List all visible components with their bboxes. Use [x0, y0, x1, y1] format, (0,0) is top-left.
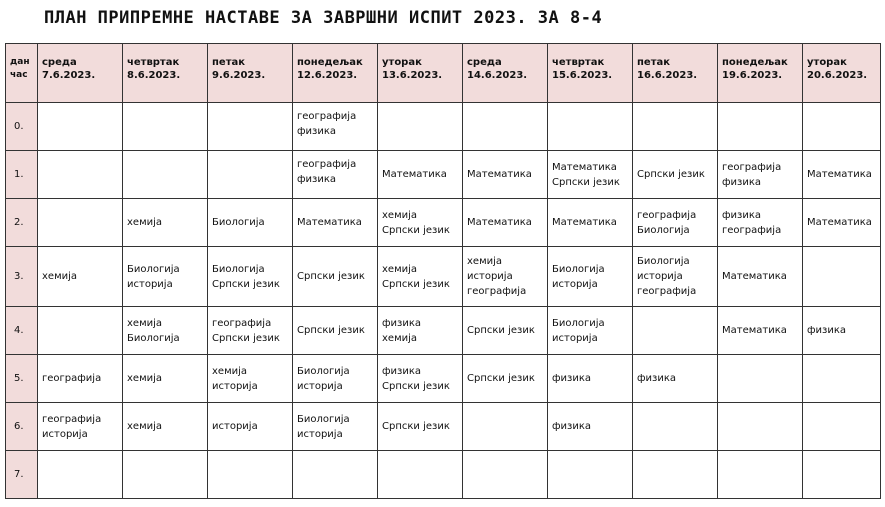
- subject-label: Биологија: [297, 365, 350, 377]
- schedule-cell: [548, 355, 633, 403]
- subject-label: хемија: [127, 317, 163, 329]
- subject-label: Српски језик: [382, 380, 450, 392]
- subject-label: Математика: [722, 325, 787, 336]
- day-name: уторак: [382, 57, 422, 68]
- schedule-cell: [463, 451, 548, 499]
- table-row: [6, 451, 881, 499]
- period-label: 4.: [6, 307, 38, 355]
- subject-label: Српски језик: [212, 332, 280, 344]
- subject-label: Српски језик: [382, 278, 450, 290]
- subject-label: географија: [42, 413, 102, 425]
- subject-label: физика: [722, 209, 762, 221]
- day-header: [378, 44, 463, 103]
- day-name: понедељак: [297, 57, 363, 68]
- schedule-cell: [803, 307, 881, 355]
- schedule-cell: [293, 247, 378, 307]
- schedule-cell: [803, 355, 881, 403]
- day-header: [208, 44, 293, 103]
- corner-cell: [6, 44, 38, 103]
- day-date: 8.6.2023.: [127, 70, 181, 81]
- day-date: 7.6.2023.: [42, 70, 96, 81]
- schedule-cell: [208, 451, 293, 499]
- subject-label: физика: [552, 421, 592, 432]
- subject-label: историја: [637, 271, 683, 282]
- schedule-cell: [463, 355, 548, 403]
- schedule-cell: [718, 403, 803, 451]
- day-name: понедељак: [722, 57, 788, 68]
- schedule-cell: [803, 103, 881, 151]
- day-header: [463, 44, 548, 103]
- subject-label: Српски језик: [297, 271, 365, 282]
- schedule-cell: [463, 103, 548, 151]
- day-date: 14.6.2023.: [467, 70, 528, 81]
- period-label: 6.: [6, 403, 38, 451]
- day-header: [633, 44, 718, 103]
- subject-label: географија: [42, 373, 102, 384]
- schedule-cell: [208, 307, 293, 355]
- corner-day-label: дан: [10, 57, 30, 67]
- schedule-cell: [38, 151, 123, 199]
- day-header: [803, 44, 881, 103]
- schedule-cell: [633, 403, 718, 451]
- schedule-cell: [123, 103, 208, 151]
- schedule-body: [6, 103, 881, 499]
- schedule-cell: [633, 355, 718, 403]
- subject-label: физика: [297, 126, 337, 137]
- period-label: 5.: [6, 355, 38, 403]
- table-row: [6, 199, 881, 247]
- schedule-cell: [548, 199, 633, 247]
- schedule-cell: [293, 103, 378, 151]
- schedule-cell: [548, 151, 633, 199]
- schedule-cell: [803, 403, 881, 451]
- day-name: четвртак: [552, 57, 605, 68]
- schedule-cell: [803, 199, 881, 247]
- corner-period-label: час: [10, 70, 28, 80]
- subject-label: Биологија: [552, 263, 605, 275]
- schedule-cell: [463, 307, 548, 355]
- day-header: [123, 44, 208, 103]
- subject-label: Српски језик: [467, 325, 535, 336]
- table-row: [6, 307, 881, 355]
- schedule-cell: [378, 103, 463, 151]
- schedule-cell: [633, 451, 718, 499]
- subject-label: хемија: [212, 365, 248, 377]
- schedule-cell: [123, 199, 208, 247]
- period-label: 1.: [6, 151, 38, 199]
- subject-label: хемија: [127, 373, 163, 384]
- subject-label: Математика: [552, 217, 617, 228]
- subject-label: географија: [722, 161, 782, 173]
- day-date: 16.6.2023.: [637, 70, 698, 81]
- subject-label: Математика: [722, 271, 787, 282]
- subject-label: историја: [297, 380, 343, 392]
- schedule-cell: [38, 451, 123, 499]
- schedule-cell: [378, 355, 463, 403]
- subject-label: физика: [552, 373, 592, 384]
- day-name: четвртак: [127, 57, 180, 68]
- subject-label: Биологија: [637, 224, 690, 236]
- subject-label: историја: [297, 428, 343, 440]
- schedule-cell: [208, 151, 293, 199]
- schedule-cell: [123, 355, 208, 403]
- day-date: 20.6.2023.: [807, 70, 868, 81]
- schedule-table: [5, 43, 881, 499]
- schedule-cell: [293, 151, 378, 199]
- day-header: [293, 44, 378, 103]
- day-header: [38, 44, 123, 103]
- schedule-cell: [718, 307, 803, 355]
- subject-label: Математика: [297, 217, 362, 228]
- day-name: среда: [42, 57, 77, 68]
- subject-label: Српски језик: [637, 169, 705, 180]
- schedule-cell: [718, 355, 803, 403]
- subject-label: Математика: [807, 169, 872, 180]
- period-label: 0.: [6, 103, 38, 151]
- subject-label: Биологија: [127, 332, 180, 344]
- subject-label: Српски језик: [297, 325, 365, 336]
- subject-label: историја: [552, 332, 598, 344]
- schedule-cell: [548, 451, 633, 499]
- schedule-cell: [208, 103, 293, 151]
- schedule-cell: [293, 199, 378, 247]
- schedule-cell: [633, 247, 718, 307]
- subject-label: Математика: [807, 217, 872, 228]
- day-header: [718, 44, 803, 103]
- subject-label: историја: [127, 278, 173, 290]
- day-date: 12.6.2023.: [297, 70, 358, 81]
- period-label: 7.: [6, 451, 38, 499]
- subject-label: хемија: [382, 209, 418, 221]
- subject-label: географија: [297, 159, 357, 170]
- day-name: среда: [467, 57, 502, 68]
- day-date: 13.6.2023.: [382, 70, 443, 81]
- day-name: петак: [212, 57, 246, 68]
- schedule-cell: [548, 247, 633, 307]
- subject-label: Српски језик: [467, 373, 535, 384]
- schedule-cell: [463, 247, 548, 307]
- subject-label: Српски језик: [212, 278, 280, 290]
- subject-label: физика: [722, 176, 762, 188]
- subject-label: физика: [297, 174, 337, 185]
- schedule-cell: [38, 307, 123, 355]
- day-date: 9.6.2023.: [212, 70, 266, 81]
- schedule-cell: [378, 307, 463, 355]
- subject-label: Биологија: [552, 317, 605, 329]
- table-row: [6, 403, 881, 451]
- subject-label: историја: [42, 428, 88, 440]
- subject-label: историја: [212, 380, 258, 392]
- schedule-cell: [208, 355, 293, 403]
- period-label: 3.: [6, 247, 38, 307]
- table-row: [6, 103, 881, 151]
- schedule-cell: [293, 451, 378, 499]
- subject-label: физика: [382, 365, 422, 377]
- schedule-cell: [378, 199, 463, 247]
- subject-label: географија: [722, 224, 782, 236]
- schedule-cell: [123, 151, 208, 199]
- schedule-cell: [718, 103, 803, 151]
- schedule-cell: [293, 355, 378, 403]
- day-name: уторак: [807, 57, 847, 68]
- subject-label: хемија: [42, 271, 78, 282]
- schedule-cell: [463, 403, 548, 451]
- schedule-cell: [378, 247, 463, 307]
- schedule-cell: [293, 307, 378, 355]
- table-row: [6, 247, 881, 307]
- subject-label: Биологија: [127, 263, 180, 275]
- subject-label: Математика: [467, 169, 532, 180]
- table-row: [6, 151, 881, 199]
- subject-label: Српски језик: [382, 421, 450, 432]
- schedule-cell: [123, 247, 208, 307]
- subject-label: Математика: [552, 161, 617, 173]
- schedule-cell: [548, 307, 633, 355]
- subject-label: историја: [467, 271, 513, 282]
- schedule-cell: [208, 199, 293, 247]
- subject-label: хемија: [467, 256, 503, 267]
- subject-label: Биологија: [212, 217, 265, 228]
- subject-label: географија: [297, 111, 357, 122]
- subject-label: Српски језик: [552, 176, 620, 188]
- day-date: 15.6.2023.: [552, 70, 613, 81]
- subject-label: Математика: [467, 217, 532, 228]
- schedule-cell: [38, 355, 123, 403]
- schedule-cell: [463, 151, 548, 199]
- schedule-cell: [208, 403, 293, 451]
- subject-label: географија: [637, 286, 697, 297]
- schedule-cell: [123, 403, 208, 451]
- schedule-cell: [633, 199, 718, 247]
- day-name: петак: [637, 57, 671, 68]
- subject-label: физика: [807, 325, 847, 336]
- subject-label: историја: [212, 421, 258, 432]
- subject-label: историја: [552, 278, 598, 290]
- subject-label: Биологија: [212, 263, 265, 275]
- schedule-cell: [718, 451, 803, 499]
- subject-label: Математика: [382, 169, 447, 180]
- schedule-cell: [803, 451, 881, 499]
- schedule-cell: [718, 247, 803, 307]
- schedule-cell: [378, 451, 463, 499]
- page-title: ПЛАН ПРИПРЕМНЕ НАСТАВЕ ЗА ЗАВРШНИ ИСПИТ 2023. ЗА 8-4: [44, 8, 603, 28]
- schedule-cell: [378, 403, 463, 451]
- subject-label: хемија: [382, 263, 418, 275]
- subject-label: хемија: [382, 332, 418, 344]
- day-header: [548, 44, 633, 103]
- schedule-cell: [548, 403, 633, 451]
- schedule-cell: [718, 151, 803, 199]
- header-row: [6, 44, 881, 103]
- subject-label: физика: [637, 373, 677, 384]
- schedule-cell: [803, 151, 881, 199]
- subject-label: хемија: [127, 217, 163, 228]
- subject-label: Српски језик: [382, 224, 450, 236]
- table-row: [6, 355, 881, 403]
- subject-label: хемија: [127, 421, 163, 432]
- schedule-cell: [718, 199, 803, 247]
- subject-label: географија: [467, 286, 527, 297]
- schedule-cell: [208, 247, 293, 307]
- subject-label: Биологија: [297, 413, 350, 425]
- schedule-cell: [633, 103, 718, 151]
- day-date: 19.6.2023.: [722, 70, 783, 81]
- schedule-cell: [548, 103, 633, 151]
- schedule-cell: [633, 151, 718, 199]
- schedule-cell: [293, 403, 378, 451]
- schedule-cell: [378, 151, 463, 199]
- schedule-cell: [123, 307, 208, 355]
- schedule-cell: [803, 247, 881, 307]
- schedule-cell: [38, 103, 123, 151]
- schedule-cell: [38, 247, 123, 307]
- subject-label: физика: [382, 317, 422, 329]
- schedule-cell: [463, 199, 548, 247]
- subject-label: географија: [637, 209, 697, 221]
- schedule-cell: [123, 451, 208, 499]
- subject-label: географија: [212, 317, 272, 329]
- schedule-cell: [38, 199, 123, 247]
- subject-label: Биологија: [637, 256, 690, 267]
- schedule-cell: [633, 307, 718, 355]
- period-label: 2.: [6, 199, 38, 247]
- schedule-cell: [38, 403, 123, 451]
